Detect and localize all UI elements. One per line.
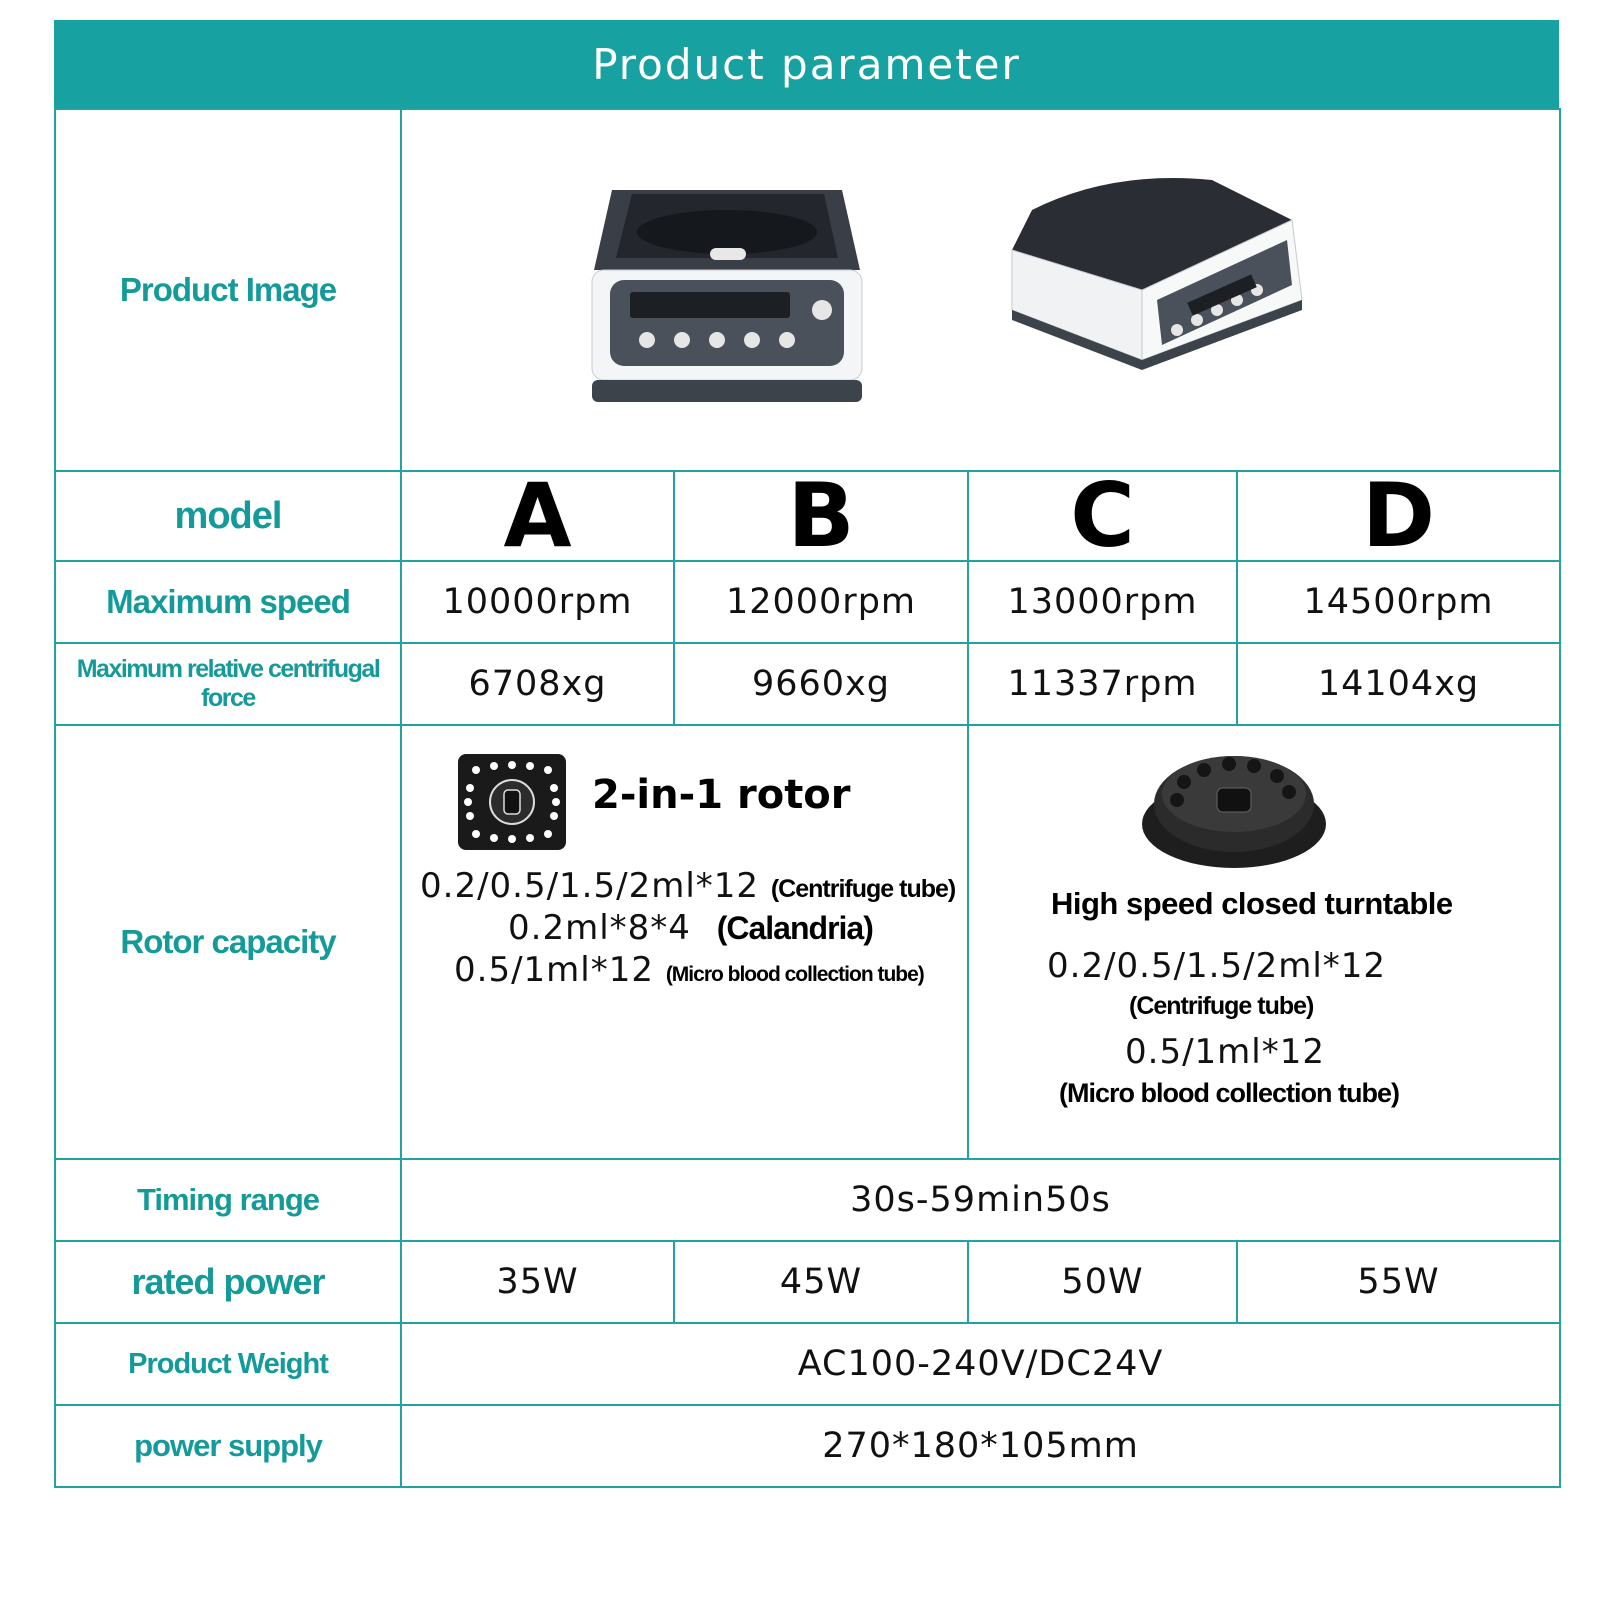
model-b: B — [674, 471, 968, 561]
rotor-right-line2-value: 0.5/1ml*12 — [1125, 1032, 1325, 1072]
row-product-image — [55, 109, 1560, 471]
max-rcf-a: 6708xg — [401, 643, 674, 725]
max-speed-d: 14500rpm — [1237, 561, 1560, 643]
power-supply-value: 270*180*105mm — [401, 1405, 1560, 1487]
rotor-left-line3-value: 0.5/1ml*12 — [454, 950, 654, 990]
rotor-left-line1-value: 0.2/0.5/1.5/2ml*12 — [420, 866, 760, 906]
rotor-left-line3-note: (Micro blood collection tube) — [665, 963, 924, 986]
model-d: D — [1237, 471, 1560, 561]
label-product-image: Product Image — [55, 109, 401, 471]
parameter-table — [54, 108, 1561, 1488]
rotor-left-line1 — [420, 866, 955, 906]
max-rcf-b: 9660xg — [674, 643, 968, 725]
row-model — [55, 471, 1560, 561]
rotor-left-title: 2-in-1 rotor — [592, 772, 851, 818]
label-max-rcf: Maximum relative centrifugal force — [55, 643, 401, 725]
label-rotor-capacity: Rotor capacity — [55, 725, 401, 1159]
centrifuge-b-image — [1012, 178, 1302, 370]
rotor-left-line2-note: (Calandria) — [716, 910, 873, 946]
product-images — [402, 110, 1559, 462]
rated-power-b: 45W — [674, 1241, 968, 1323]
label-power-supply: power supply — [55, 1405, 401, 1487]
model-a: A — [401, 471, 674, 561]
product-images-cell — [401, 109, 1560, 471]
row-power-supply — [55, 1405, 1560, 1487]
rotor-left-line3 — [454, 950, 924, 990]
row-product-weight — [55, 1323, 1560, 1405]
parameter-sheet — [54, 20, 1559, 1488]
max-speed-a: 10000rpm — [401, 561, 674, 643]
max-rcf-d: 14104xg — [1237, 643, 1560, 725]
rotor-left-line2-value: 0.2ml*8*4 — [508, 908, 691, 948]
label-product-weight: Product Weight — [55, 1323, 401, 1405]
rotor-right-cell — [968, 725, 1560, 1159]
label-model: model — [55, 471, 401, 561]
row-timing-range — [55, 1159, 1560, 1241]
row-rotor-capacity — [55, 725, 1560, 1159]
rotor-right-line1-note: (Centrifuge tube) — [1129, 992, 1314, 1020]
max-speed-b: 12000rpm — [674, 561, 968, 643]
max-rcf-c: 11337rpm — [968, 643, 1237, 725]
rotor-right-title: High speed closed turntable — [1051, 886, 1453, 921]
label-max-speed: Maximum speed — [55, 561, 401, 643]
label-timing-range: Timing range — [55, 1159, 401, 1241]
rotor-left-line1-note: (Centrifuge tube) — [770, 875, 956, 903]
banner-title: Product parameter — [54, 20, 1559, 108]
timing-range-value: 30s-59min50s — [401, 1159, 1560, 1241]
product-weight-value: AC100-240V/DC24V — [401, 1323, 1560, 1405]
model-c: C — [968, 471, 1237, 561]
row-max-speed — [55, 561, 1560, 643]
label-rated-power: rated power — [55, 1241, 401, 1323]
rated-power-c: 50W — [968, 1241, 1237, 1323]
row-max-rcf — [55, 643, 1560, 725]
row-rated-power — [55, 1241, 1560, 1323]
centrifuge-a-image — [592, 190, 862, 402]
round-rotor-image — [1139, 744, 1329, 874]
rotor-left-cell — [401, 725, 968, 1159]
rotor-right-line1-value: 0.2/0.5/1.5/2ml*12 — [1047, 946, 1387, 986]
rated-power-d: 55W — [1237, 1241, 1560, 1323]
square-rotor-image — [452, 752, 572, 852]
max-speed-c: 13000rpm — [968, 561, 1237, 643]
rated-power-a: 35W — [401, 1241, 674, 1323]
rotor-left-line2 — [508, 908, 873, 948]
rotor-right-line2-note: (Micro blood collection tube) — [1059, 1078, 1399, 1108]
